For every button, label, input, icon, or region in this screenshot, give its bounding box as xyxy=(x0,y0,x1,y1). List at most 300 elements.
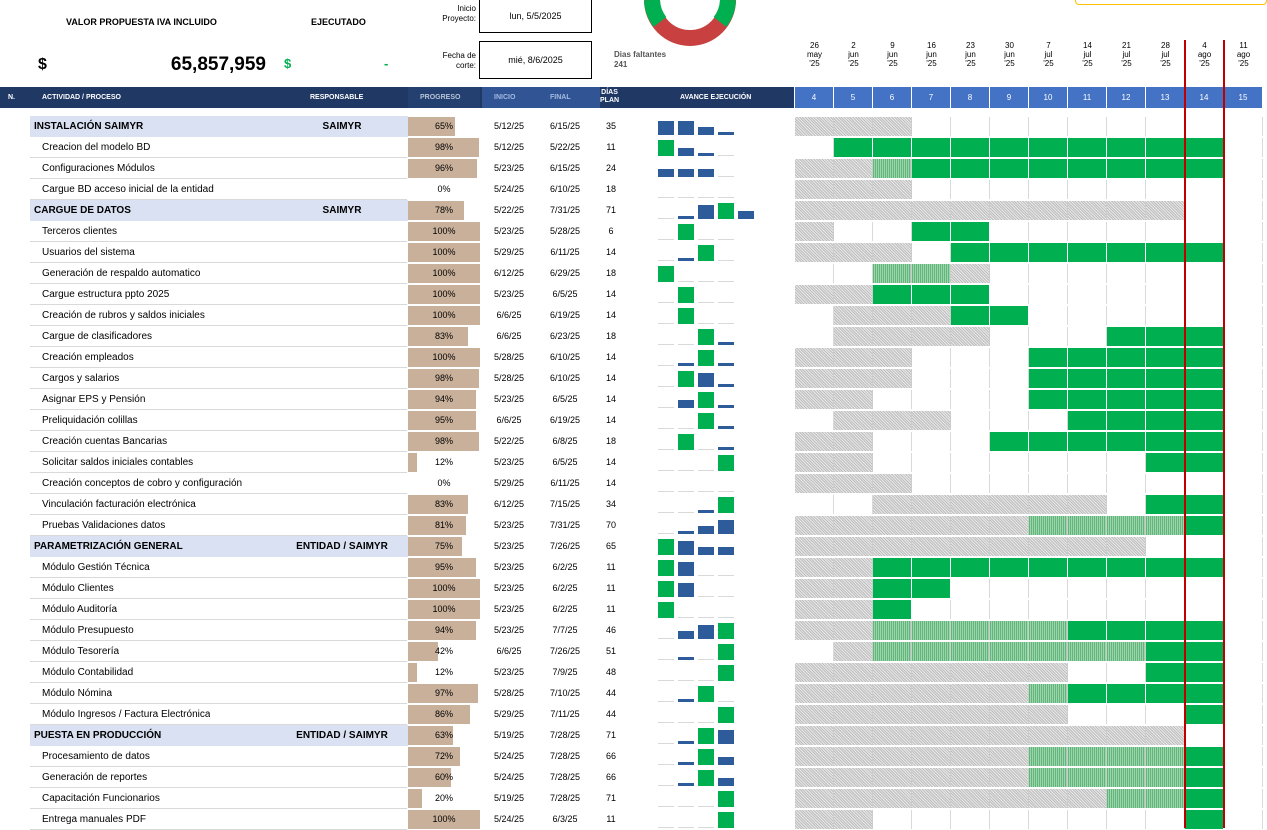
gantt-cell xyxy=(1185,390,1224,409)
spark-bar xyxy=(658,764,674,765)
gantt-cell xyxy=(1185,180,1224,199)
gantt-cell xyxy=(873,516,912,535)
spark-bar xyxy=(678,434,694,450)
gantt-cell xyxy=(1029,537,1068,556)
spark-bar xyxy=(698,449,714,450)
gantt-cell xyxy=(1107,516,1146,535)
start-date: 6/6/25 xyxy=(496,331,522,341)
spark-bar xyxy=(658,470,674,471)
gantt-cell xyxy=(1068,663,1107,682)
gantt-cell xyxy=(990,495,1029,514)
spark-bar xyxy=(658,218,674,219)
avance-sparkbars xyxy=(654,767,788,788)
progress-cell xyxy=(408,726,480,745)
progress-value: 63% xyxy=(434,730,453,740)
gantt-cell xyxy=(1068,684,1107,703)
gantt-cell xyxy=(1224,495,1263,514)
gantt-cell xyxy=(1224,432,1263,451)
gantt-cell xyxy=(834,600,873,619)
gantt-cell xyxy=(795,558,834,577)
start-date: 5/22/25 xyxy=(493,436,525,446)
gantt-cell xyxy=(1146,306,1185,325)
progress-value: 100% xyxy=(432,226,456,236)
gantt-row xyxy=(795,389,1263,410)
responsable: ENTIDAD / SAIMYR xyxy=(296,730,388,741)
gantt-cell xyxy=(951,474,990,493)
spark-bar xyxy=(658,539,674,555)
gantt-cell xyxy=(1029,327,1068,346)
gantt-cell xyxy=(1146,453,1185,472)
gantt-cell xyxy=(1029,579,1068,598)
gantt-cell xyxy=(834,747,873,766)
col-progreso: PROGRESO xyxy=(420,94,461,101)
spark-bar xyxy=(698,806,714,807)
end-date: 6/5/25 xyxy=(552,457,578,467)
gantt-cell xyxy=(990,117,1029,136)
gantt-cell xyxy=(1185,117,1224,136)
gantt-cell xyxy=(951,180,990,199)
gantt-row xyxy=(795,200,1263,221)
plan-days: 18 xyxy=(605,268,616,278)
gantt-cell xyxy=(1068,159,1107,178)
spark-bar xyxy=(698,153,714,156)
gantt-cell xyxy=(1068,390,1107,409)
gantt-cell xyxy=(912,642,951,661)
spark-bar xyxy=(658,140,674,156)
gantt-cell xyxy=(834,768,873,787)
plan-days: 14 xyxy=(605,310,616,320)
gantt-cell xyxy=(951,201,990,220)
start-date: 5/23/25 xyxy=(493,226,525,236)
gantt-cell xyxy=(1224,222,1263,241)
week-label-y: '25 xyxy=(1043,59,1054,68)
gantt-cell xyxy=(873,243,912,262)
spark-bar xyxy=(658,121,674,135)
spark-bar xyxy=(698,526,714,534)
spark-bar xyxy=(698,547,714,555)
spark-bar xyxy=(718,302,734,303)
gantt-cell xyxy=(1185,684,1224,703)
gantt-cell xyxy=(873,264,912,283)
gantt-row xyxy=(795,179,1263,200)
gantt-cell xyxy=(1029,390,1068,409)
week-label-y: '25 xyxy=(848,59,859,68)
avance-sparkbars xyxy=(654,137,788,158)
end-date: 7/28/25 xyxy=(549,772,581,782)
progress-cell xyxy=(408,390,480,409)
start-date: 5/28/25 xyxy=(493,688,525,698)
gantt-cell xyxy=(990,411,1029,430)
plan-days: 35 xyxy=(605,121,616,131)
spark-bar xyxy=(658,581,674,597)
progress-value: 12% xyxy=(434,457,453,467)
gantt-cell xyxy=(834,306,873,325)
start-date: 6/6/25 xyxy=(496,310,522,320)
start-date: 5/22/25 xyxy=(493,205,525,215)
progress-cell xyxy=(408,579,480,598)
avance-sparkbars xyxy=(654,494,788,515)
gantt-cell xyxy=(834,138,873,157)
plan-days: 66 xyxy=(605,772,616,782)
avance-sparkbars xyxy=(654,200,788,221)
spark-bar xyxy=(678,344,694,345)
gantt-cell xyxy=(912,810,951,829)
avance-sparkbars xyxy=(654,431,788,452)
spark-bar xyxy=(678,224,694,240)
week-number: 4 xyxy=(795,87,834,108)
plan-days: 11 xyxy=(606,142,616,152)
gantt-cell xyxy=(990,222,1029,241)
plan-days: 18 xyxy=(605,184,616,194)
gantt-cell xyxy=(795,705,834,724)
gantt-cell xyxy=(912,474,951,493)
gantt-cell xyxy=(1068,453,1107,472)
start-date: 5/24/25 xyxy=(493,184,525,194)
gantt-cell xyxy=(1029,411,1068,430)
gantt-cell xyxy=(795,579,834,598)
spark-bar xyxy=(698,350,714,366)
gantt-cell xyxy=(1029,663,1068,682)
gantt-cell xyxy=(990,768,1029,787)
gantt-cell xyxy=(834,579,873,598)
activity-name: Capacitación Funcionarios xyxy=(42,793,160,804)
row-cells xyxy=(0,221,1267,242)
progress-cell xyxy=(408,285,480,304)
gantt-cell xyxy=(912,579,951,598)
gantt-cell xyxy=(1224,726,1263,745)
start-date: 5/29/25 xyxy=(493,478,525,488)
week-label-y: '25 xyxy=(887,59,898,68)
gantt-cell xyxy=(1107,600,1146,619)
gantt-cell xyxy=(1185,642,1224,661)
progress-cell xyxy=(408,348,480,367)
gantt-cell xyxy=(873,726,912,745)
column-header-bar xyxy=(0,87,794,108)
spark-bar xyxy=(718,547,734,555)
week-label-m: jun xyxy=(887,50,898,59)
end-date: 6/11/25 xyxy=(550,247,580,257)
spark-bar xyxy=(718,260,734,261)
plan-days: 11 xyxy=(606,814,616,824)
gantt-cell xyxy=(795,810,834,829)
gantt-cell xyxy=(1185,621,1224,640)
gantt-cell xyxy=(795,243,834,262)
spark-bar xyxy=(658,680,674,681)
gantt-cell xyxy=(1185,474,1224,493)
gantt-cell xyxy=(1068,810,1107,829)
gantt-cell xyxy=(834,411,873,430)
spark-bar xyxy=(678,617,694,618)
gantt-cell xyxy=(912,516,951,535)
gantt-cell xyxy=(1146,348,1185,367)
gantt-cell xyxy=(795,621,834,640)
activity-name: Solicitar saldos iniciales contables xyxy=(42,457,194,468)
gantt-cell xyxy=(1029,138,1068,157)
gantt-cell xyxy=(873,306,912,325)
end-date: 6/29/25 xyxy=(549,268,581,278)
gantt-row xyxy=(795,725,1263,746)
gantt-cell xyxy=(951,138,990,157)
week-label-d: 2 xyxy=(851,41,856,50)
gantt-cell xyxy=(834,495,873,514)
week-label-m: jun xyxy=(965,50,976,59)
gantt-cell xyxy=(1107,117,1146,136)
plan-days: 44 xyxy=(605,709,616,719)
spark-bar xyxy=(718,497,734,513)
spark-bar xyxy=(718,778,734,786)
corte-label-line2: corte: xyxy=(455,61,476,70)
row-cells xyxy=(0,599,1267,620)
gantt-cell xyxy=(951,495,990,514)
gantt-cell xyxy=(834,705,873,724)
gantt-cell xyxy=(912,243,951,262)
gantt-cell xyxy=(1185,579,1224,598)
start-date: 5/23/25 xyxy=(493,520,525,530)
gantt-cell xyxy=(795,327,834,346)
week-number: 10 xyxy=(1029,87,1068,108)
progress-cell xyxy=(408,432,480,451)
gantt-cell xyxy=(1146,117,1185,136)
spark-bar xyxy=(718,791,734,807)
progress-cell xyxy=(408,201,480,220)
gantt-cell xyxy=(1185,243,1224,262)
gantt-cell xyxy=(834,558,873,577)
gantt-cell xyxy=(1224,705,1263,724)
gantt-cell xyxy=(990,600,1029,619)
spark-bar xyxy=(718,617,734,618)
start-date: 5/29/25 xyxy=(493,247,525,257)
gantt-cell xyxy=(1185,432,1224,451)
start-date: 5/23/25 xyxy=(493,541,525,551)
fecha-corte-field[interactable]: mié, 8/6/2025 xyxy=(479,41,592,79)
week-label xyxy=(1185,41,1224,68)
gantt-cell xyxy=(951,705,990,724)
row-cells xyxy=(0,662,1267,683)
gantt-cell xyxy=(1107,558,1146,577)
inicio-proyecto-field[interactable]: lun, 5/5/2025 xyxy=(479,0,592,33)
gantt-cell xyxy=(1185,495,1224,514)
plan-days: 24 xyxy=(605,163,616,173)
gantt-cell xyxy=(873,537,912,556)
gantt-row xyxy=(795,641,1263,662)
spark-bar xyxy=(678,197,694,198)
gantt-row xyxy=(795,683,1263,704)
spark-bar xyxy=(718,665,734,681)
activity-name: Generación de reportes xyxy=(42,772,148,783)
end-date: 6/3/25 xyxy=(552,814,578,824)
gantt-cell xyxy=(990,369,1029,388)
gantt-cell xyxy=(1146,264,1185,283)
gantt-cell xyxy=(1107,285,1146,304)
progress-cell xyxy=(408,705,480,724)
gantt-cell xyxy=(873,222,912,241)
gantt-cell xyxy=(1068,138,1107,157)
week-number: 5 xyxy=(834,87,873,108)
gantt-cell xyxy=(873,285,912,304)
spark-bar xyxy=(698,722,714,723)
spark-bar xyxy=(698,770,714,786)
spark-bar xyxy=(678,783,694,786)
gantt-cell xyxy=(834,789,873,808)
gantt-cell xyxy=(1224,684,1263,703)
gantt-cell xyxy=(873,138,912,157)
progress-cell xyxy=(408,453,480,472)
col-actividad: ACTIVIDAD / PROCESO xyxy=(42,94,121,101)
gantt-cell xyxy=(1107,138,1146,157)
start-date: 5/23/25 xyxy=(493,625,525,635)
gantt-cell xyxy=(1029,621,1068,640)
gantt-cell xyxy=(795,138,834,157)
plan-days: 70 xyxy=(605,520,616,530)
ejecutado-value: - xyxy=(384,56,389,71)
avance-sparkbars xyxy=(654,536,788,557)
spark-bar xyxy=(658,266,674,282)
activity-name: Usuarios del sistema xyxy=(42,247,135,258)
row-cells xyxy=(0,410,1267,431)
activity-name: Cargue de clasificadores xyxy=(42,331,153,342)
gantt-row xyxy=(795,137,1263,158)
gantt-row xyxy=(795,767,1263,788)
gantt-cell xyxy=(1224,159,1263,178)
end-date: 6/23/25 xyxy=(549,331,581,341)
end-date: 7/11/25 xyxy=(550,709,580,719)
gantt-cell xyxy=(1146,159,1185,178)
week-label-m: jun xyxy=(926,50,937,59)
spark-bar xyxy=(658,365,674,366)
start-date: 5/12/25 xyxy=(493,121,525,131)
gantt-cell xyxy=(1068,621,1107,640)
gantt-row xyxy=(795,263,1263,284)
valor-label: VALOR PROPUESTA IVA INCLUIDO xyxy=(66,17,217,27)
spark-bar xyxy=(718,426,734,429)
gantt-cell xyxy=(1107,453,1146,472)
spark-bar xyxy=(678,308,694,324)
gantt-cell xyxy=(1224,537,1263,556)
gantt-cell xyxy=(912,348,951,367)
gantt-cell xyxy=(1068,726,1107,745)
spark-bar xyxy=(658,701,674,702)
progress-donut xyxy=(640,0,740,50)
row-cells xyxy=(0,158,1267,179)
spark-bar xyxy=(698,127,714,135)
gantt-cell xyxy=(990,432,1029,451)
row-cells xyxy=(0,326,1267,347)
activity-name: Entrega manuales PDF xyxy=(42,814,146,825)
progress-cell xyxy=(408,180,480,199)
progress-value: 94% xyxy=(434,394,453,404)
gantt-row xyxy=(795,494,1263,515)
gantt-cell xyxy=(951,516,990,535)
end-date: 7/9/25 xyxy=(552,667,578,677)
gantt-cell xyxy=(1185,453,1224,472)
avance-sparkbars xyxy=(654,263,788,284)
gantt-cell xyxy=(1224,411,1263,430)
gantt-cell xyxy=(912,495,951,514)
gantt-cell xyxy=(795,684,834,703)
gantt-cell xyxy=(1068,327,1107,346)
gantt-cell xyxy=(912,789,951,808)
gantt-cell xyxy=(912,369,951,388)
gantt-row xyxy=(795,662,1263,683)
spark-bar xyxy=(658,302,674,303)
gantt-cell xyxy=(951,285,990,304)
start-date: 5/23/25 xyxy=(493,289,525,299)
gantt-cell xyxy=(1029,600,1068,619)
start-date: 5/12/25 xyxy=(493,142,525,152)
gantt-cell xyxy=(990,684,1029,703)
avance-sparkbars xyxy=(654,158,788,179)
progress-cell xyxy=(408,600,480,619)
progress-value: 81% xyxy=(434,520,453,530)
activity-name: Módulo Contabilidad xyxy=(42,667,134,678)
gantt-cell xyxy=(873,705,912,724)
activity-name: Módulo Ingresos / Factura Electrónica xyxy=(42,709,211,720)
end-date: 6/19/25 xyxy=(549,310,581,320)
gantt-cell xyxy=(990,747,1029,766)
week-label-y: '25 xyxy=(1082,59,1093,68)
row-cells xyxy=(0,536,1267,557)
gantt-cell xyxy=(1029,474,1068,493)
plan-days: 14 xyxy=(605,415,616,425)
spark-bar xyxy=(658,743,674,744)
progress-cell xyxy=(408,642,480,661)
period-end-line xyxy=(1223,40,1225,828)
end-date: 7/28/25 xyxy=(549,730,581,740)
start-date: 6/6/25 xyxy=(496,415,522,425)
gantt-cell xyxy=(834,243,873,262)
dias-faltantes-value: 241 xyxy=(614,60,628,69)
gantt-cell xyxy=(1224,600,1263,619)
corner-accent xyxy=(1075,0,1267,5)
progress-value: 75% xyxy=(434,541,453,551)
row-cells xyxy=(0,389,1267,410)
progress-cell xyxy=(408,306,480,325)
gantt-row xyxy=(795,326,1263,347)
gantt-cell xyxy=(1146,768,1185,787)
gantt-cell xyxy=(873,642,912,661)
end-date: 6/10/25 xyxy=(549,373,581,383)
gantt-cell xyxy=(1029,285,1068,304)
gantt-cell xyxy=(795,348,834,367)
gantt-cell xyxy=(1146,621,1185,640)
gantt-cell xyxy=(1068,768,1107,787)
end-date: 5/28/25 xyxy=(549,226,581,236)
progress-value: 100% xyxy=(432,604,456,614)
gantt-cell xyxy=(1146,180,1185,199)
activity-name: Módulo Tesorería xyxy=(42,646,120,657)
row-cells xyxy=(0,809,1267,830)
week-label-y: '25 xyxy=(809,59,820,68)
plan-days: 71 xyxy=(605,205,616,215)
end-date: 6/15/25 xyxy=(549,121,581,131)
week-number: 13 xyxy=(1146,87,1185,108)
gantt-cell xyxy=(1068,411,1107,430)
gantt-cell xyxy=(1146,411,1185,430)
gantt-cell xyxy=(951,789,990,808)
gantt-cell xyxy=(834,642,873,661)
spark-bar xyxy=(658,169,674,177)
activity-name: Módulo Clientes xyxy=(42,583,114,594)
gantt-cell xyxy=(1146,684,1185,703)
progress-value: 86% xyxy=(434,709,453,719)
week-label xyxy=(951,41,990,68)
progress-value: 72% xyxy=(434,751,453,761)
start-date: 5/29/25 xyxy=(493,709,525,719)
gantt-cell xyxy=(873,411,912,430)
spark-bar xyxy=(658,197,674,198)
gantt-cell xyxy=(873,453,912,472)
gantt-cell xyxy=(951,579,990,598)
